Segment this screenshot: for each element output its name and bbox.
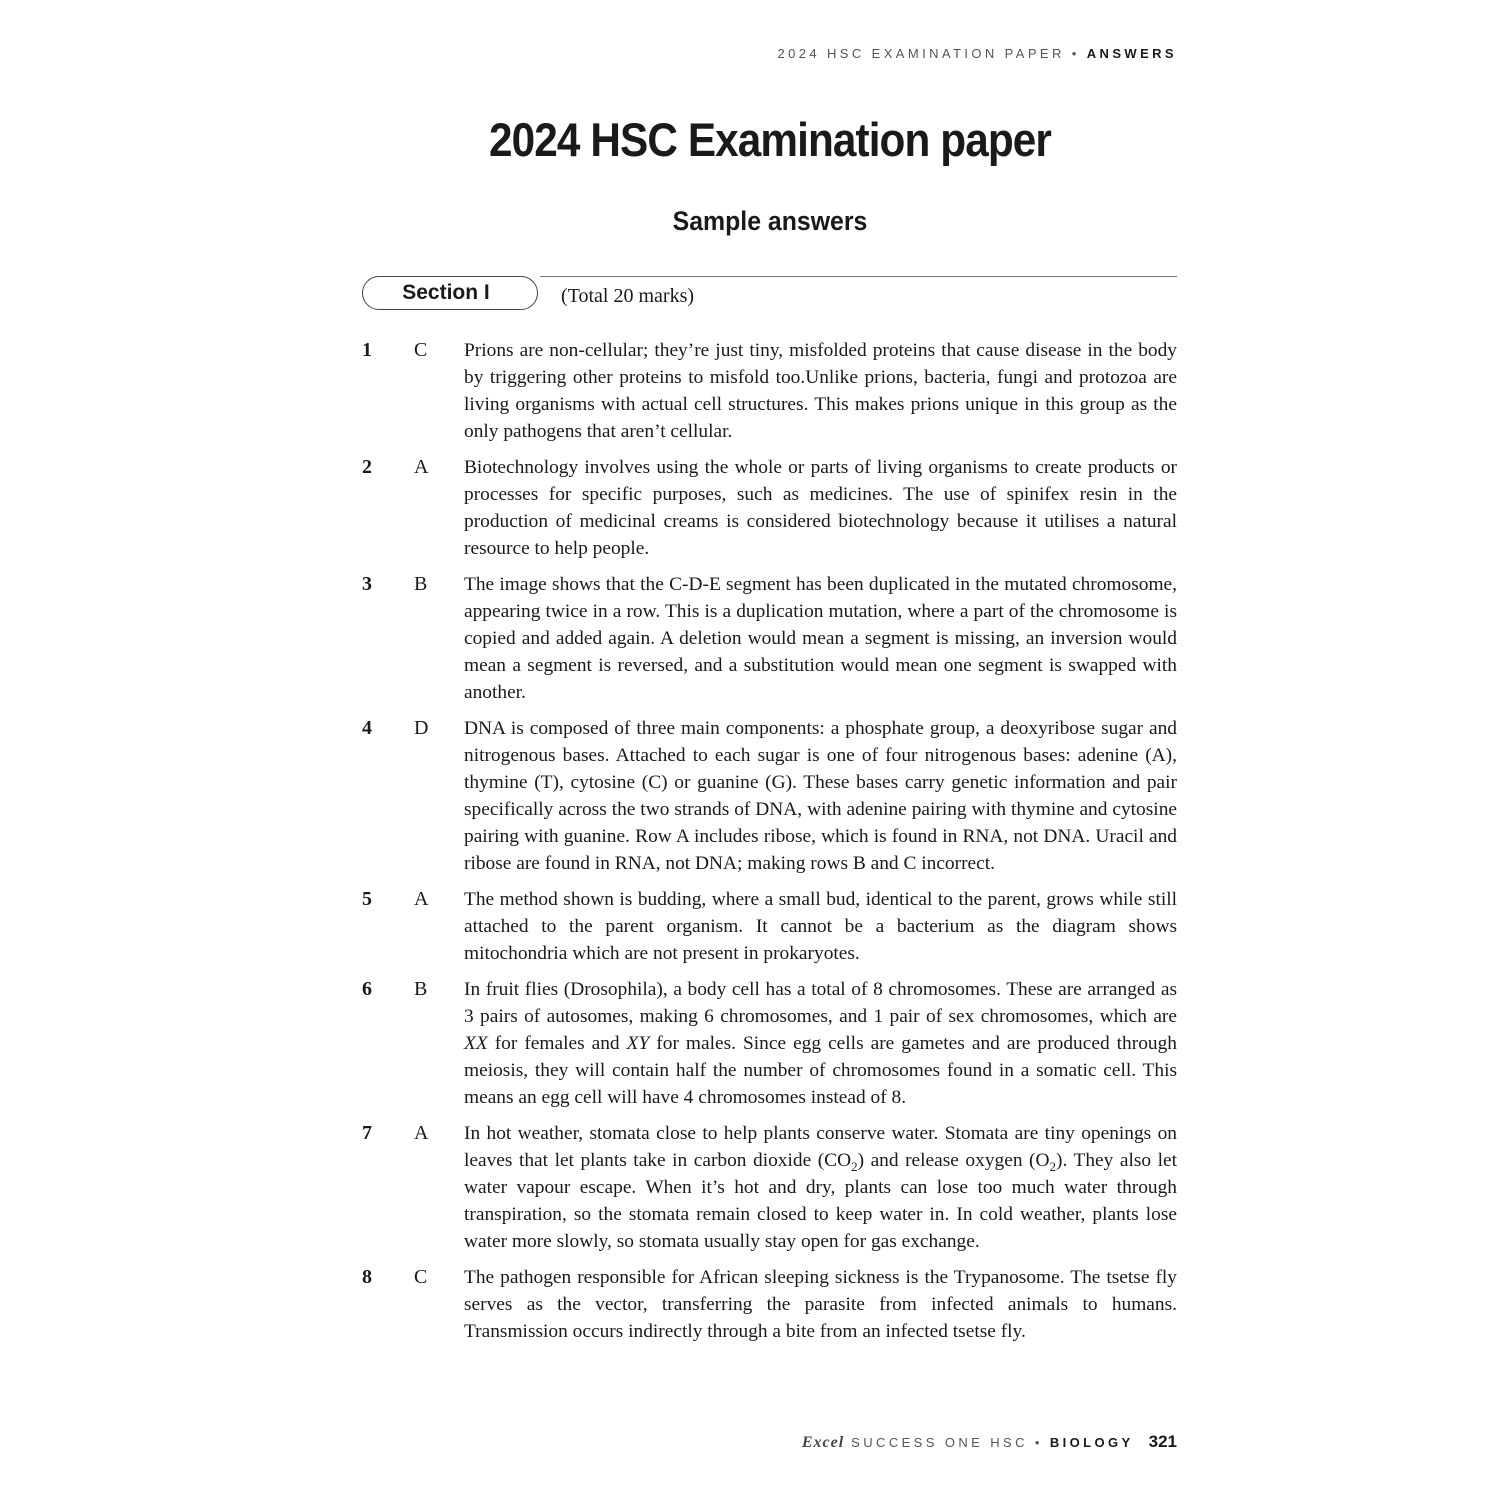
answer-item: [362, 571, 1177, 706]
answer-explanation: [464, 715, 1177, 877]
question-number: 1: [362, 339, 372, 361]
text-run: ) and release oxygen (O: [857, 1150, 1050, 1171]
answer-choice: C: [414, 1266, 428, 1288]
italic-text: XY: [626, 1033, 650, 1054]
text-run: In hot weather, stomata close to help plants conserve water. Stomata are tiny openings on leaves that let plants take in carbon dioxide (CO: [464, 1123, 1177, 1171]
text-run: In fruit flies (Drosophila), a body cell has a total of 8 chromosomes. These are arranged as 3 pairs of autosomes, making 6 chromosomes, and 1 pair of sex chromosomes, which are: [464, 979, 1177, 1027]
question-number: 3: [362, 573, 372, 595]
italic-text: XX: [464, 1033, 488, 1054]
page-title: 2024 HSC Examination paper: [489, 113, 1051, 166]
text-run: Biotechnology involves using the whole or parts of living organisms to create products or processes for specific purposes, such as medicines. The use of spinifex resin in the production of medicinal creams is considered biotechnology because it utilises a natural resource to help people.: [464, 457, 1177, 559]
answer-item: [362, 976, 1177, 1111]
footer-brand: Excel: [801, 1434, 845, 1451]
running-header-separator: •: [1071, 46, 1080, 61]
question-number: 5: [362, 888, 372, 910]
question-number: 6: [362, 978, 372, 1000]
answer-explanation: [464, 886, 1177, 967]
answer-choice: B: [414, 978, 428, 1000]
question-number: 4: [362, 717, 372, 739]
page-number: 321: [1148, 1432, 1177, 1451]
running-header-section: ANSWERS: [1086, 46, 1177, 61]
subscript-text: 2: [1049, 1158, 1056, 1174]
text-run: The image shows that the C-D-E segment has been duplicated in the mutated chromosome, appearing twice in a row. This is a duplication mutation, where a part of the chromosome is copied and added again. A deletion would mean a segment is missing, an inversion would mean a segment is reversed, and a substitution would mean one segment is swapped with another.: [464, 574, 1177, 703]
text-run: DNA is composed of three main components: a phosphate group, a deoxyribose sugar and nitrogenous bases. Attached to each sugar is one of four nitrogenous bases: adenine (A), thymine (T), cytosine (C) or guanine (G). These bases carry genetic information and pair specifically across the two strands of DNA, with adenine pairing with thymine and cytosine pairing with guanine. Row A includes ribose, which is found in RNA, not DNA. Uracil and ribose are found in RNA, not DNA; making rows B and C incorrect.: [464, 718, 1177, 874]
subscript-text: 2: [851, 1158, 858, 1174]
text-run: The method shown is budding, where a small bud, identical to the parent, grows while still attached to the parent organism. It cannot be a bacterium as the diagram shows mitochondria which are not present in prokaryotes.: [464, 889, 1177, 964]
answer-choice: D: [414, 717, 429, 739]
text-run: ). They also let water vapour escape. When it’s hot and dry, plants can lose too much water through transpiration, so the stomata remain closed to keep water in. In cold weather, plants lose water more slowly, so stomata usually stay open for gas exchange.: [464, 1150, 1177, 1252]
answer-item: [362, 715, 1177, 877]
text-run: for females and: [487, 1033, 627, 1054]
answer-choice: A: [414, 1122, 429, 1144]
answer-explanation: [464, 976, 1177, 1111]
answer-choice: C: [414, 339, 428, 361]
section-label: Section I: [362, 276, 538, 310]
page-subtitle: Sample answers: [672, 206, 868, 236]
question-number: 8: [362, 1266, 372, 1288]
answer-choice: A: [414, 888, 429, 910]
answer-explanation: [464, 337, 1177, 445]
footer-series: SUCCESS ONE HSC: [851, 1435, 1028, 1450]
answer-item: [362, 454, 1177, 562]
answer-item: [362, 1120, 1177, 1255]
answer-item: [362, 1264, 1177, 1345]
answer-explanation: [464, 1120, 1177, 1255]
answer-explanation: [464, 571, 1177, 706]
answer-explanation: [464, 1264, 1177, 1345]
text-run: Prions are non-cellular; they’re just tiny, misfolded proteins that cause disease in the body by triggering other proteins to misfold too.Unlike prions, bacteria, fungi and protozoa are living organisms with actual cell structures. This makes prions unique in this group as the only pathogens that aren’t cellular.: [464, 340, 1177, 442]
question-number: 2: [362, 456, 372, 478]
running-header-title: 2024 HSC EXAMINATION PAPER: [777, 46, 1065, 61]
answer-choice: A: [414, 456, 429, 478]
running-footer: [802, 1432, 1177, 1452]
text-run: The pathogen responsible for African sleeping sickness is the Trypanosome. The tsetse fly serves as the vector, transferring the parasite from infected animals to humans. Transmission occurs indirectly through a bite from an infected tsetse fly.: [464, 1267, 1177, 1342]
section-total-marks: (Total 20 marks): [561, 285, 695, 307]
footer-separator: •: [1034, 1435, 1043, 1450]
running-header: [777, 46, 1177, 61]
answer-list: [362, 337, 1177, 1354]
text-run: for males. Since egg cells are gametes and are produced through meiosis, they will contain half the number of chromosomes found in a somatic cell. This means an egg cell will have 4 chromosomes instead of 8.: [464, 1033, 1177, 1108]
answer-choice: B: [414, 573, 428, 595]
section-divider: [540, 276, 1177, 277]
answer-item: [362, 337, 1177, 445]
question-number: 7: [362, 1122, 372, 1144]
footer-subject: BIOLOGY: [1049, 1435, 1134, 1450]
answer-explanation: [464, 454, 1177, 562]
answer-item: [362, 886, 1177, 967]
